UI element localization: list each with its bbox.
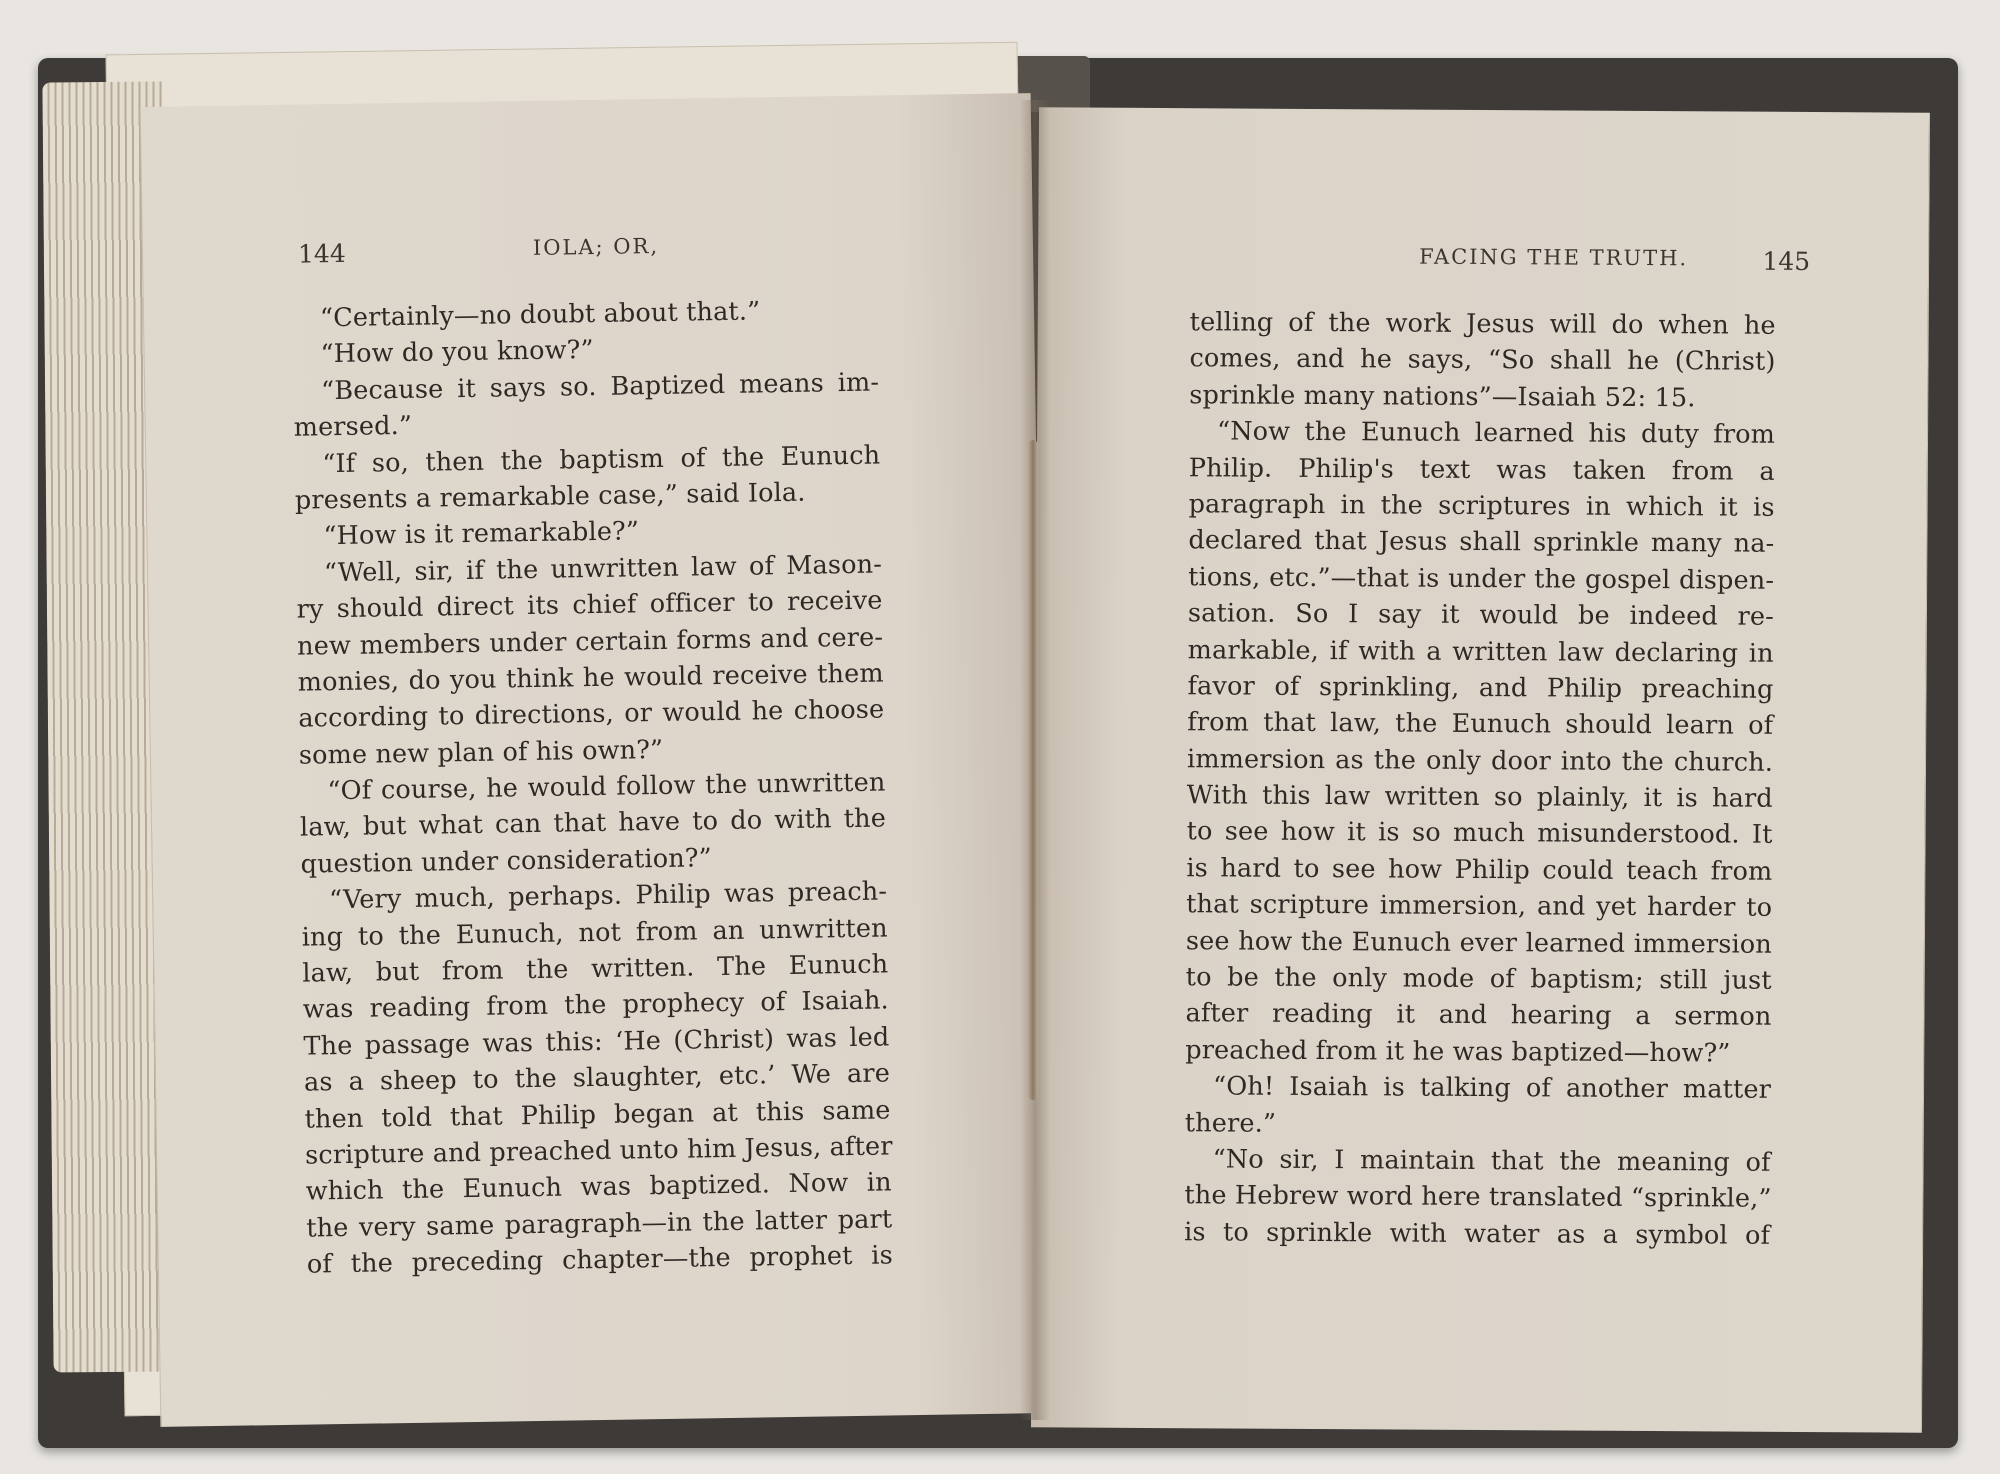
- text-line: that scripture immersion, and yet harder to: [1186, 889, 1773, 924]
- text-line: law, but what can that have to do with the: [299, 803, 887, 844]
- text-line: which the Eunuch was baptized. Now in: [305, 1167, 892, 1207]
- text-line: law, but from the written. The Eunuch: [302, 949, 889, 989]
- right-page-text: [1184, 304, 1776, 1254]
- text-line: mersed.”: [293, 411, 413, 443]
- text-line: ry should direct its chief officer to receive: [296, 585, 883, 625]
- text-line: some new plan of his own?”: [298, 734, 664, 771]
- left-running-head: IOLA; OR,: [532, 233, 660, 260]
- text-line: sprinkle many nations”—Isaiah 52: 15.: [1189, 379, 1696, 414]
- text-line: “No sir, I maintain that the meaning of: [1212, 1144, 1771, 1178]
- text-line: “Well, sir, if the unwritten law of Mason-: [323, 549, 883, 588]
- text-line: see how the Eunuch ever learned immersion: [1185, 925, 1773, 960]
- right-running-head: FACING THE TRUTH.: [1419, 244, 1689, 271]
- text-line: sation. So I say it would be indeed re-: [1187, 598, 1775, 632]
- text-line: question under consideration?”: [300, 843, 713, 880]
- text-line: tions, etc.”—that is under the gospel dispen-: [1188, 561, 1775, 596]
- text-line: “Because it says so. Baptized means im-: [320, 367, 880, 407]
- text-line: was reading from the prophecy of Isaiah.: [302, 985, 890, 1026]
- text-line: after reading it and hearing a sermon: [1185, 998, 1772, 1033]
- text-line: monies, do you think he would receive them: [297, 658, 884, 698]
- text-line: “How do you know?”: [320, 335, 594, 370]
- text-line: as a sheep to the slaughter, etc.’ We are: [303, 1058, 891, 1098]
- text-line: scripture and preached unto him Jesus, after: [304, 1131, 893, 1171]
- left-page-text: [292, 292, 893, 1284]
- text-line: then told that Philip began at this same: [304, 1095, 891, 1135]
- right-page-header: [1038, 242, 1928, 287]
- text-line: “Now the Eunuch learned his duty from: [1216, 416, 1776, 450]
- text-line: “Very much, perhaps. Philip was preach-: [328, 876, 888, 916]
- text-line: The passage was this: ‘He (Christ) was led: [303, 1022, 890, 1062]
- left-page-header: [143, 228, 1034, 282]
- binding-crease: [1028, 440, 1038, 1100]
- text-line: is hard to see how Philip could teach from: [1186, 853, 1773, 887]
- text-line: immersion as the only door into the church.: [1186, 743, 1774, 778]
- text-line: ing to the Eunuch, not from an unwritten: [301, 913, 888, 953]
- text-line: to be the only mode of baptism; still just: [1185, 962, 1772, 996]
- text-line: Philip. Philip's text was taken from a: [1188, 452, 1775, 487]
- text-line: preached from it he was baptized—how?”: [1185, 1035, 1731, 1069]
- text-line: the very same paragraph—in the latter part: [306, 1204, 893, 1244]
- text-line: With this law written so plainly, it is hard: [1186, 780, 1773, 814]
- text-line: declared that Jesus shall sprinkle many na-: [1188, 525, 1775, 560]
- text-line: “How is it remarkable?”: [323, 516, 640, 552]
- text-line: from that law, the Eunuch should learn of: [1187, 707, 1774, 742]
- text-line: to see how it is so much misunderstood. It: [1186, 816, 1773, 851]
- text-line: markable, if with a written law declaring in: [1187, 634, 1774, 669]
- text-line: “Certainly—no doubt about that.”: [319, 296, 761, 334]
- text-line: is to sprinkle with water as a symbol of: [1184, 1216, 1771, 1251]
- text-line: there.”: [1184, 1107, 1277, 1139]
- text-line: telling of the work Jesus will do when he: [1189, 307, 1776, 341]
- right-page: [1031, 107, 1930, 1432]
- text-line: “Oh! Isaiah is talking of another matter: [1212, 1071, 1772, 1105]
- text-line: according to directions, or would he choose: [298, 694, 885, 734]
- right-page-number: 145: [1762, 246, 1811, 277]
- text-line: the Hebrew word here translated “sprinkle,”: [1184, 1180, 1772, 1215]
- text-line: “If so, then the baptism of the Eunuch: [322, 440, 881, 479]
- text-line: presents a remarkable case,” said Iola.: [294, 477, 806, 516]
- left-page-number: 144: [297, 238, 346, 269]
- text-line: comes, and he says, “So shall he (Christ): [1189, 343, 1776, 378]
- text-line: favor of sprinkling, and Philip preaching: [1187, 671, 1774, 705]
- text-line: “Of course, he would follow the unwritten: [327, 767, 886, 807]
- text-line: new members under certain forms and cere-: [296, 621, 884, 662]
- text-line: paragraph in the scriptures in which it is: [1188, 489, 1775, 523]
- left-page: [140, 93, 1052, 1427]
- text-line: of the preceding chapter—the prophet is: [306, 1240, 894, 1280]
